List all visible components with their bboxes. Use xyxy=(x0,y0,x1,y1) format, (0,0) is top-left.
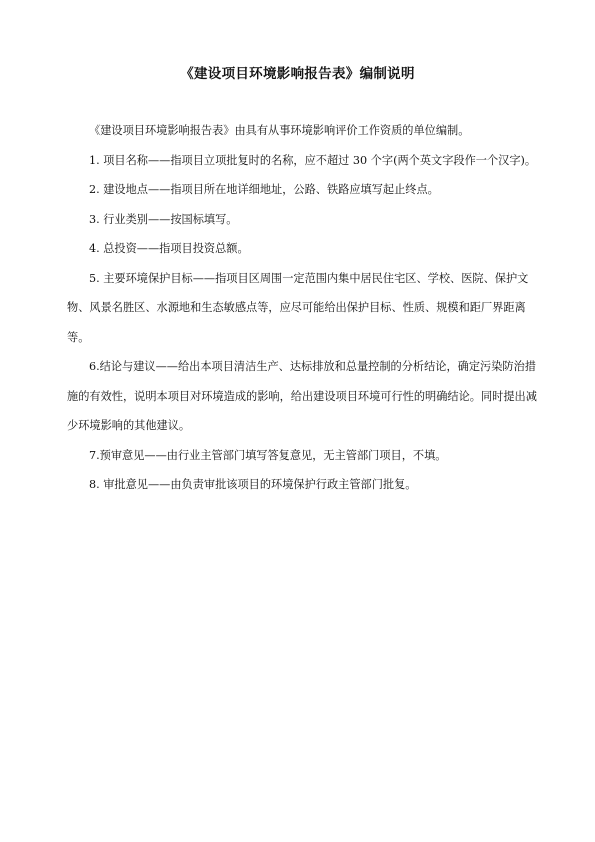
item-industry-category: 3. 行业类别——按国标填写。 xyxy=(89,212,238,226)
item-conclusions: 6.结论与建议——给出本项目清洁生产、达标排放和总量控制的分析结论，确定污染防治措施的有效性，说明本项目对环境造成的影响，给出建设项目环境可行性的明确结论。同时提出减少环境影响的其他建议。 xyxy=(67,360,537,432)
item-preliminary-review: 7.预审意见——由行业主管部门填写答复意见，无主管部门项目，不填。 xyxy=(89,448,447,462)
document-title: 《建设项目环境影响报告表》编制说明 xyxy=(180,66,415,82)
item-approval-opinion: 8. 审批意见——由负责审批该项目的环境保护行政主管部门批复。 xyxy=(89,478,417,491)
item-project-name: 1. 项目名称——指项目立项批复时的名称，应不超过 30 个字(两个英文字段作一个汉字)。 xyxy=(89,153,537,167)
item-construction-site: 2. 建设地点——指项目所在地详细地址，公路、铁路应填写起止终点。 xyxy=(89,183,439,196)
document-body xyxy=(67,116,547,500)
intro-paragraph: 《建设项目环境影响报告表》由具有从事环境影响评价工作资质的单位编制。 xyxy=(89,124,470,137)
item-protection-targets: 5. 主要环境保护目标——指项目区周围一定范围内集中居民住宅区、学校、医院、保护文物、风景名胜区、水源地和生态敏感点等，应尽可能给出保护目标、性质、规模和距厂界距离等。 xyxy=(67,271,529,344)
item-total-investment: 4. 总投资——指项目投资总额。 xyxy=(89,242,249,255)
